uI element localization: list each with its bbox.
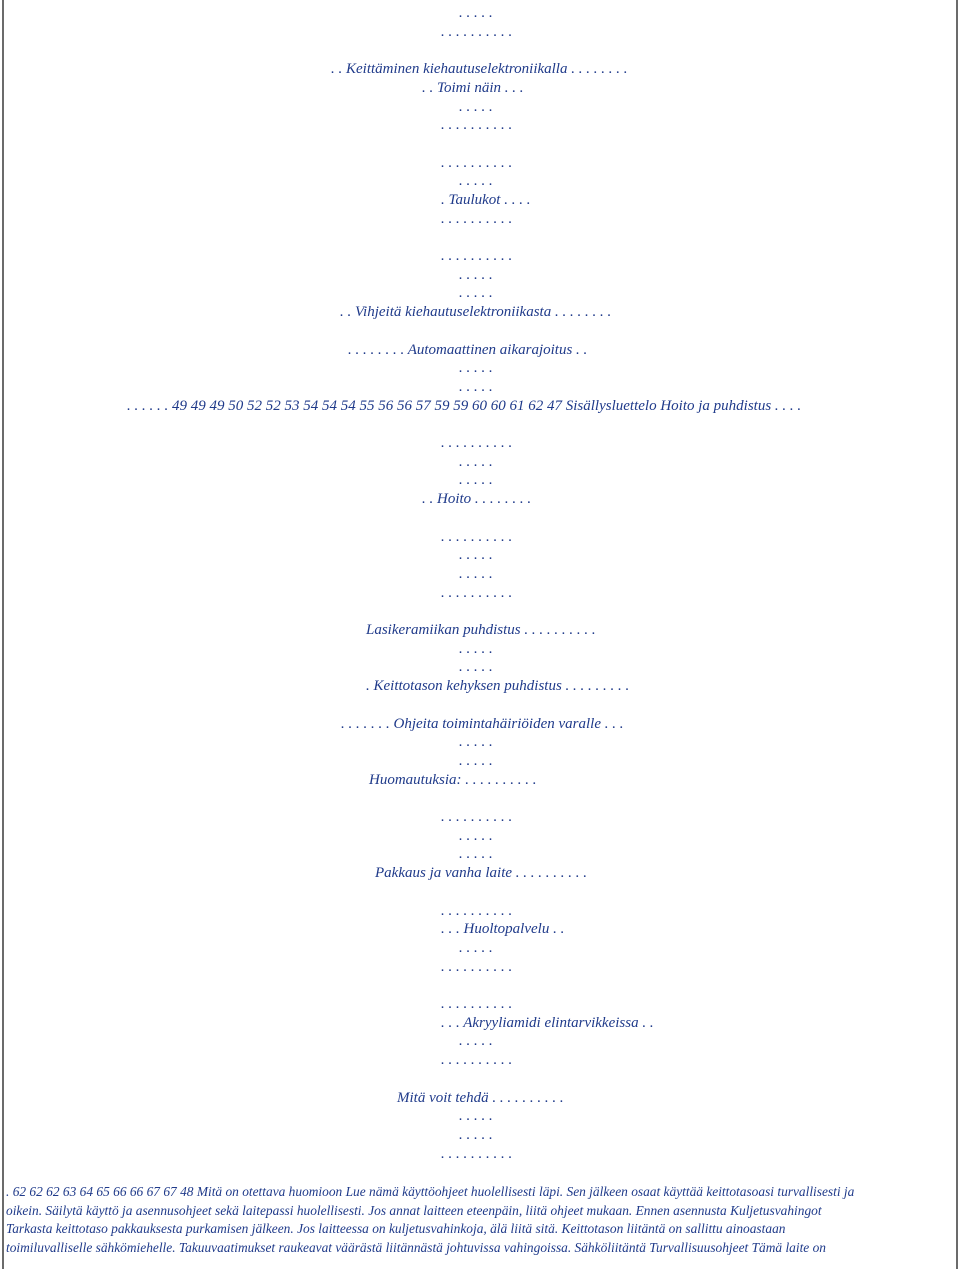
toc-line: . . . . . . . . . . [441, 435, 513, 451]
toc-line: . . . . . . . . . . [441, 903, 513, 919]
toc-line: . . . . . . . . . . [441, 248, 513, 264]
body-text-line: oikein. Säilytä käyttö ja asennusohjeet sekä laitepassi huolellisesti. Jos annat laitteen eteenpäin, liitä ohjeet mukaan. Ennen asennusta Kuljetusvahingot [6, 1203, 822, 1218]
toc-line: . . . . . [459, 1108, 493, 1124]
toc-entry-hoito-ja-puhdistus: . . . . . . 49 49 49 50 52 52 53 54 54 54 55 56 56 57 59 59 60 60 61 62 47 Sisällysluettelo Hoito ja puhdistus . . . . [127, 398, 802, 414]
toc-line: . . . . . . . . . . [441, 809, 513, 825]
toc-line: . . . . . [459, 285, 493, 301]
toc-entry-huomautuksia: Huomautuksia: . . . . . . . . . . [369, 772, 537, 788]
toc-line: . . . . . . . . . . [441, 1052, 513, 1068]
toc-line: . . . . . [459, 472, 493, 488]
toc-line: . . . . . [459, 379, 493, 395]
toc-line: . . . . . [459, 5, 493, 21]
toc-entry-taulukot: . Taulukot . . . . [441, 192, 531, 208]
toc-entry-mita-voit-tehda: Mitä voit tehdä . . . . . . . . . . [397, 1090, 564, 1106]
toc-line: . . . . . . . . . . [441, 585, 513, 601]
toc-line: . . . . . [459, 734, 493, 750]
toc-line: . . . . . . . . . . [441, 1146, 513, 1162]
toc-line: . . . . . [459, 1033, 493, 1049]
toc-line: . . . . . [459, 99, 493, 115]
toc-entry-lasikeramiikan-puhdistus: Lasikeramiikan puhdistus . . . . . . . . . . [366, 622, 596, 638]
page-border-left [2, 0, 4, 1269]
toc-line: . . . . . [459, 940, 493, 956]
toc-entry-keittotason-kehyksen-puhdistus: . Keittotason kehyksen puhdistus . . . . . . . . . [366, 678, 630, 694]
toc-line: . . . . . [459, 828, 493, 844]
toc-line: . . . . . . . . . . [441, 996, 513, 1012]
body-text-line: . 62 62 62 63 64 65 66 66 67 67 48 Mitä on otettava huomioon Lue nämä käyttöohjeet huolellisesti läpi. Sen jälkeen osaat käyttää keittotasoasi turvallisesti ja [6, 1184, 855, 1199]
toc-line: . . . . . . . . . . [441, 117, 513, 133]
toc-line: . . . . . . . . . . [441, 155, 513, 171]
toc-line: . . . . . . . . . . [441, 24, 513, 40]
toc-line: . . . . . [459, 1127, 493, 1143]
body-text-line: toimiluvalliselle sähkömiehelle. Takuuvaatimukset raukeavat väärästä liitännästä johtuvissa vahingoissa. Sähköliitäntä Turvallisuusohjeet Tämä laite on [6, 1240, 826, 1255]
toc-line: . . . . . . . . . . [441, 959, 513, 975]
toc-line: . . . . . [459, 267, 493, 283]
toc-entry-automaattinen-aikarajoitus: . . . . . . . . Automaattinen aikarajoitus . . [348, 342, 588, 358]
toc-line: . . . . . [459, 641, 493, 657]
toc-line: . . . . . [459, 566, 493, 582]
toc-entry-hoito: . . Hoito . . . . . . . . [422, 491, 532, 507]
toc-line: . . . . . . . . . . [441, 211, 513, 227]
toc-entry-vihjeita: . . Vihjeitä kiehautuselektroniikasta . . . . . . . . [340, 304, 612, 320]
toc-line: . . . . . [459, 547, 493, 563]
toc-entry-toimi-nain: . . Toimi näin . . . [422, 80, 524, 96]
toc-entry-pakkaus-ja-vanha-laite: Pakkaus ja vanha laite . . . . . . . . . . [375, 865, 588, 881]
page-border-right [956, 0, 958, 1269]
toc-line: . . . . . [459, 173, 493, 189]
toc-entry-ohjeita-toimintahairioiden-varalle: . . . . . . . Ohjeita toimintahäiriöiden varalle . . . [341, 716, 624, 732]
body-text-line: Tarkasta keittotaso pakkauksesta purkamisen jälkeen. Jos laitteessa on kuljetusvahinkoja, älä liitä sitä. Keittotason liitäntä on sallittu ainoastaan [6, 1221, 786, 1236]
toc-entry-huoltopalvelu: . . . Huoltopalvelu . . [441, 921, 565, 937]
toc-line: . . . . . . . . . . [441, 529, 513, 545]
toc-line: . . . . . [459, 753, 493, 769]
toc-line: . . . . . [459, 659, 493, 675]
toc-entry-keittaminen: . . Keittäminen kiehautuselektroniikalla . . . . . . . . [331, 61, 628, 77]
toc-line: . . . . . [459, 846, 493, 862]
toc-entry-akryyliamidi-elintarvikkeissa: . . . Akryyliamidi elintarvikkeissa . . [441, 1015, 654, 1031]
toc-line: . . . . . [459, 454, 493, 470]
toc-line: . . . . . [459, 360, 493, 376]
